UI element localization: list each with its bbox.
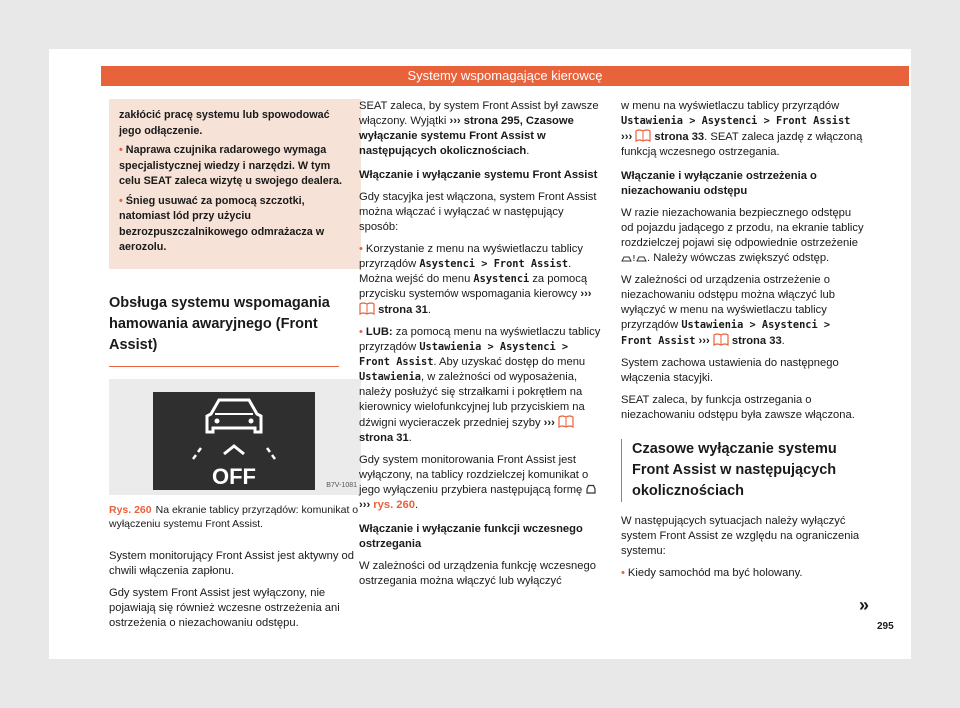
bullet-icon: • [621, 567, 625, 579]
page-link[interactable]: strona 33 [654, 131, 705, 143]
column-2 [359, 99, 602, 596]
page-link[interactable]: ››› strona 295, Czasowe wyłączanie systemu Front Assist w następujących okolicznościach [359, 115, 574, 157]
paragraph: SEAT zaleca, by system Front Assist był zawsze włączony. Wyjątki ››› strona 295, Czasowe wyłączanie systemu Front Assist w następujących okolicznościach. [359, 100, 599, 157]
column-1 [109, 99, 369, 638]
subheading: Włączanie i wyłączanie systemu Front Assist [359, 169, 598, 181]
list-item: • Korzystanie z menu na wyświetlaczu tablicy przyrządów Asystenci > Front Assist. Można wejść do menu Asystenci za pomocą przycisku systemów wspomagania kierowcy ››› strona 31. [359, 243, 592, 316]
page-link[interactable]: strona 31 [359, 432, 409, 444]
page-number: 295 [877, 621, 894, 632]
figure-link[interactable]: rys. 260 [373, 499, 415, 511]
paragraph: System monitorujący Front Assist jest aktywny od chwili włączenia zapłonu. [109, 549, 354, 577]
paragraph: W zależności od urządzenia funkcję wczesnego ostrzegania można włączyć lub wyłączyć [359, 560, 596, 587]
distance-warning-icon [621, 253, 647, 263]
list-item: • Kiedy samochód ma być holowany. [621, 567, 803, 579]
warning-note-box [109, 99, 361, 269]
continue-mark: » [859, 595, 870, 615]
paragraph: w menu na wyświetlaczu tablicy przyrządów Ustawienia > Asystenci > Front Assist ››› strona 33. SEAT zaleca jazdę z włączoną funkcją wczesnego ostrzegania. [621, 100, 863, 158]
car-warning-icon [585, 484, 597, 495]
instrument-screen [153, 392, 315, 490]
paragraph: Gdy system monitorowania Front Assist jest wyłączony, na tablicy rozdzielczej komunikat o jego wyłączeniu przybiera następującą formę ››› rys. 260. [359, 453, 602, 513]
bullet-icon: • [359, 326, 363, 338]
figure-caption: Rys. 260 Na ekranie tablicy przyrządów: komunikat o wyłączeniu systemu Front Assist. [109, 503, 359, 530]
paragraph: W razie niezachowania bezpiecznego odstępu od pojazdu jadącego z przodu, na ekranie tablicy rozdzielczej pojawi się odpowiednie ostrzeżenie ! . Należy wówczas zwiększyć odstęp. [621, 207, 864, 264]
note-line: • Naprawa czujnika radarowego wymaga specjalistycznej wiedzy i narzędzi. W tym celu SEAT zaleca wizytę u swojego dealera. [119, 144, 343, 187]
paragraph: W następujących sytuacjach należy wyłączyć system Front Assist ze względu na ograniczenia systemu: [621, 515, 860, 557]
page-link[interactable]: strona 31 [378, 304, 428, 316]
front-assist-off-icon [153, 392, 315, 490]
manual-page [49, 49, 911, 659]
off-label: OFF [212, 463, 256, 489]
book-icon [558, 415, 574, 428]
bullet-icon: • [119, 194, 123, 207]
paragraph: System zachowa ustawienia do następnego włączenia stacyjki. [621, 357, 839, 384]
note-line: zakłócić pracę systemu lub spowodować jego odłączenie. [119, 109, 330, 137]
figure-id: B7V-1081 [326, 481, 357, 489]
paragraph: SEAT zaleca, by funkcja ostrzegania o niezachowaniu odstępu była zawsze włączona. [621, 394, 855, 421]
book-icon [635, 129, 651, 142]
paragraph: Gdy system Front Assist jest wyłączony, nie pojawiają się również wczesne ostrzeżenia ani ostrzeżenia o niezachowaniu odstępu. [109, 586, 340, 629]
subheading: Włączanie i wyłączanie funkcji wczesnego ostrzegania [359, 523, 583, 550]
note-line: • Śnieg usuwać za pomocą szczotki, natomiast lód przy użyciu bezrozpuszczalnikowego odmrażacza w aerozolu. [119, 194, 325, 253]
bullet-icon: • [359, 243, 363, 255]
page-link[interactable]: strona 33 [731, 335, 782, 347]
section-title: Obsługa systemu wspomagania hamowania awaryjnego (Front Assist) [109, 293, 339, 367]
chapter-header: Systemy wspomagające kierowcę [101, 66, 909, 86]
list-item: • LUB: za pomocą menu na wyświetlaczu tablicy przyrządów Ustawienia > Asystenci > Front Assist. Aby uzyskać dostęp do menu Ustawienia, w zależności od wyposażenia, należy posłużyć się strzałkami i pokrętłem na kierownicy wielofunkcyjnej lub przyciskiem na dźwigni wycieraczek przedniej szyby ››› strona 31. [359, 326, 601, 444]
section-title: Czasowe wyłączanie systemu Front Assist w następujących okolicznościach [621, 439, 864, 502]
paragraph: W zależności od urządzenia ostrzeżenie o niezachowaniu odstępu można włączyć lub wyłączyć w menu na wyświetlaczu tablicy przyrządów Ustawienia > Asystenci > Front Assist ››› strona 33. [621, 274, 835, 347]
figure [109, 379, 361, 495]
paragraph: Gdy stacyjka jest włączona, system Front Assist można włączać i wyłączać w następujący sposób: [359, 191, 597, 233]
book-icon [359, 302, 375, 315]
subheading: Włączanie i wyłączanie ostrzeżenia o niezachowaniu odstępu [621, 170, 817, 197]
column-3 [621, 99, 864, 588]
book-icon [713, 333, 729, 346]
svg-text:!: ! [632, 254, 636, 263]
bullet-icon: • [119, 144, 123, 156]
